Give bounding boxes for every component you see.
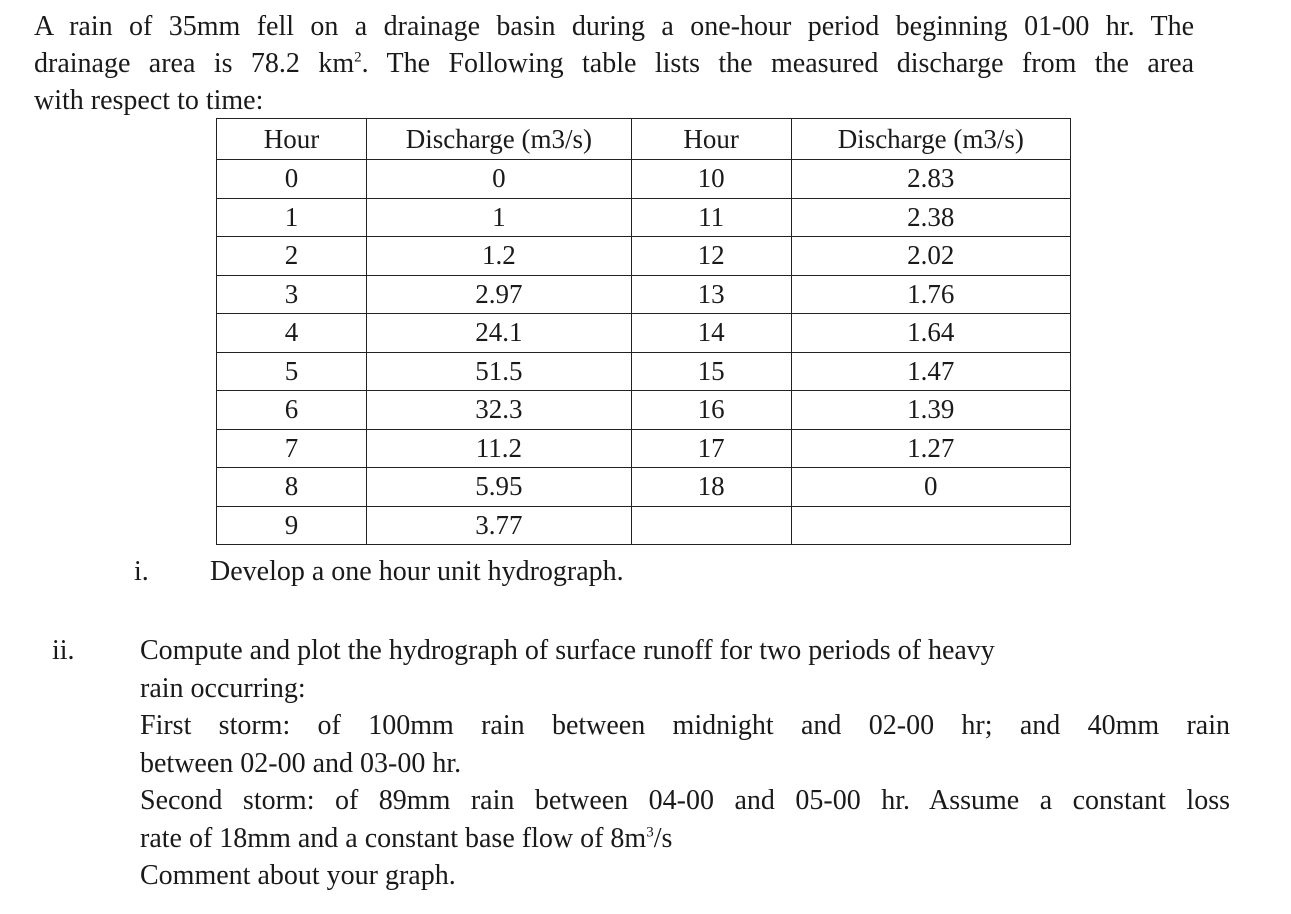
cell-discharge: 51.5 xyxy=(367,352,632,391)
cell-discharge: 1.47 xyxy=(791,352,1070,391)
cell-discharge: 24.1 xyxy=(367,314,632,353)
table-row xyxy=(217,352,1071,391)
table-body xyxy=(217,160,1071,545)
cell-discharge: 1.64 xyxy=(791,314,1070,353)
cell-discharge: 2.97 xyxy=(367,275,632,314)
cell-hour: 1 xyxy=(217,198,367,237)
cell-hour: 16 xyxy=(631,391,791,430)
question-i-text: Develop a one hour unit hydrograph. xyxy=(210,556,624,587)
intro-line-3: with respect to time: xyxy=(34,85,264,116)
cell-discharge: 5.95 xyxy=(367,468,632,507)
cell-discharge: 0 xyxy=(791,468,1070,507)
cell-discharge: 1.76 xyxy=(791,275,1070,314)
cell-discharge: 0 xyxy=(367,160,632,199)
question-ii-line-3: First storm: of 100mm rain between midnight and 02-00 hr; and 40mm rain xyxy=(140,710,1230,741)
header-discharge-1: Discharge (m3/s) xyxy=(367,119,632,160)
cell-discharge: 2.38 xyxy=(791,198,1070,237)
header-hour-1: Hour xyxy=(217,119,367,160)
header-hour-2: Hour xyxy=(631,119,791,160)
cell-discharge: 11.2 xyxy=(367,429,632,468)
cell-hour: 13 xyxy=(631,275,791,314)
problem-intro xyxy=(34,8,1194,119)
question-ii-line-6-start: rate of 18mm and a constant base flow of 8m xyxy=(140,822,647,854)
question-ii-text xyxy=(140,632,1230,895)
cell-hour: 6 xyxy=(217,391,367,430)
cell-discharge: 3.77 xyxy=(367,506,632,545)
cell-hour: 15 xyxy=(631,352,791,391)
table-row xyxy=(217,391,1071,430)
cell-discharge: 32.3 xyxy=(367,391,632,430)
cell-discharge: 1 xyxy=(367,198,632,237)
question-ii-line-4: between 02-00 and 03-00 hr. xyxy=(140,747,462,779)
intro-line-2-start: drainage area is 78.2 km xyxy=(34,48,355,79)
question-ii-number: ii. xyxy=(52,635,75,666)
table-row xyxy=(217,275,1071,314)
cell-discharge: 2.02 xyxy=(791,237,1070,276)
intro-line-1: A rain of 35mm fell on a drainage basin during a one-hour period beginning 01-00 hr. The xyxy=(34,11,1194,42)
cell-hour: 7 xyxy=(217,429,367,468)
cell-hour: 9 xyxy=(217,506,367,545)
question-ii-line-6-end: /s xyxy=(653,822,673,854)
cell-hour: 10 xyxy=(631,160,791,199)
question-ii-line-7: Comment about your graph. xyxy=(140,860,456,891)
question-ii-line-5: Second storm: of 89mm rain between 04-00 and 05-00 hr. Assume a constant loss xyxy=(140,785,1230,816)
cell-hour: 18 xyxy=(631,468,791,507)
cell-discharge xyxy=(791,506,1070,545)
cell-hour: 2 xyxy=(217,237,367,276)
intro-line-2-end: . The Following table lists the measured discharge from the area xyxy=(361,48,1194,79)
flow-exponent: 3 xyxy=(646,824,654,841)
cell-hour: 8 xyxy=(217,468,367,507)
intro-line-2 xyxy=(34,45,1194,82)
question-ii-line-1: Compute and plot the hydrograph of surface runoff for two periods of heavy xyxy=(140,635,995,666)
table-header-row xyxy=(217,119,1071,160)
cell-hour xyxy=(631,506,791,545)
cell-hour: 12 xyxy=(631,237,791,276)
cell-discharge: 1.27 xyxy=(791,429,1070,468)
table-row xyxy=(217,160,1071,199)
cell-hour: 4 xyxy=(217,314,367,353)
cell-hour: 0 xyxy=(217,160,367,199)
cell-hour: 17 xyxy=(631,429,791,468)
cell-hour: 3 xyxy=(217,275,367,314)
cell-hour: 11 xyxy=(631,198,791,237)
cell-hour: 14 xyxy=(631,314,791,353)
discharge-table xyxy=(216,118,1071,545)
question-i-number: i. xyxy=(134,556,149,587)
cell-discharge: 1.2 xyxy=(367,237,632,276)
table-row xyxy=(217,198,1071,237)
area-exponent: 2 xyxy=(354,49,362,66)
cell-hour: 5 xyxy=(217,352,367,391)
table-row xyxy=(217,506,1071,545)
cell-discharge: 2.83 xyxy=(791,160,1070,199)
table-row xyxy=(217,237,1071,276)
question-ii-line-2: rain occurring: xyxy=(140,672,306,704)
question-ii-line-6 xyxy=(140,820,1230,858)
cell-discharge: 1.39 xyxy=(791,391,1070,430)
table-row xyxy=(217,314,1071,353)
table-row xyxy=(217,429,1071,468)
header-discharge-2: Discharge (m3/s) xyxy=(791,119,1070,160)
table-row xyxy=(217,468,1071,507)
